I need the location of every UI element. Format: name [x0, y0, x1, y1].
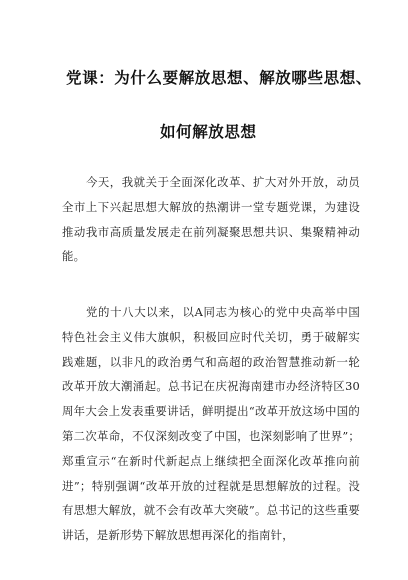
body-paragraph-2-container — [62, 300, 360, 548]
document-title-line-2: 如何解放思想 — [160, 123, 257, 141]
document-title-line-1: 党课：为什么要解放思想、解放哪些思想、 — [66, 69, 372, 87]
body-paragraph-1-container — [62, 170, 360, 269]
body-paragraph: 党的十八大以来，以A同志为核心的党中央高举中国特色社会主义伟大旗帜，积极回应时代关切，勇于破解实践难题，以非凡的政治勇气和高超的政治智慧推动新一轮改革开放大潮涌起。总书记在庆祝海南建市办经济特区30周年大会上发表重要讲话，鲜明提出“改革开放这场中国的第二次革命，不仅深刻改变了中国，也深刻影响了世界”；郑重宣示“在新时代新起点上继续把全面深化改革推向前进”；特别强调“改革开放的过程就是思想解放的过程。没有思想大解放，就不会有改革大突破”。总书记的这些重要讲话，是新形势下解放思想再深化的指南针， — [62, 305, 360, 543]
body-paragraph: 今天，我就关于全面深化改革、扩大对外开放，动员全市上下兴起思想大解放的热潮讲一堂专题党课，为建设推动我市高质量发展走在前列凝聚思想共识、集聚精神动能。 — [62, 175, 360, 264]
